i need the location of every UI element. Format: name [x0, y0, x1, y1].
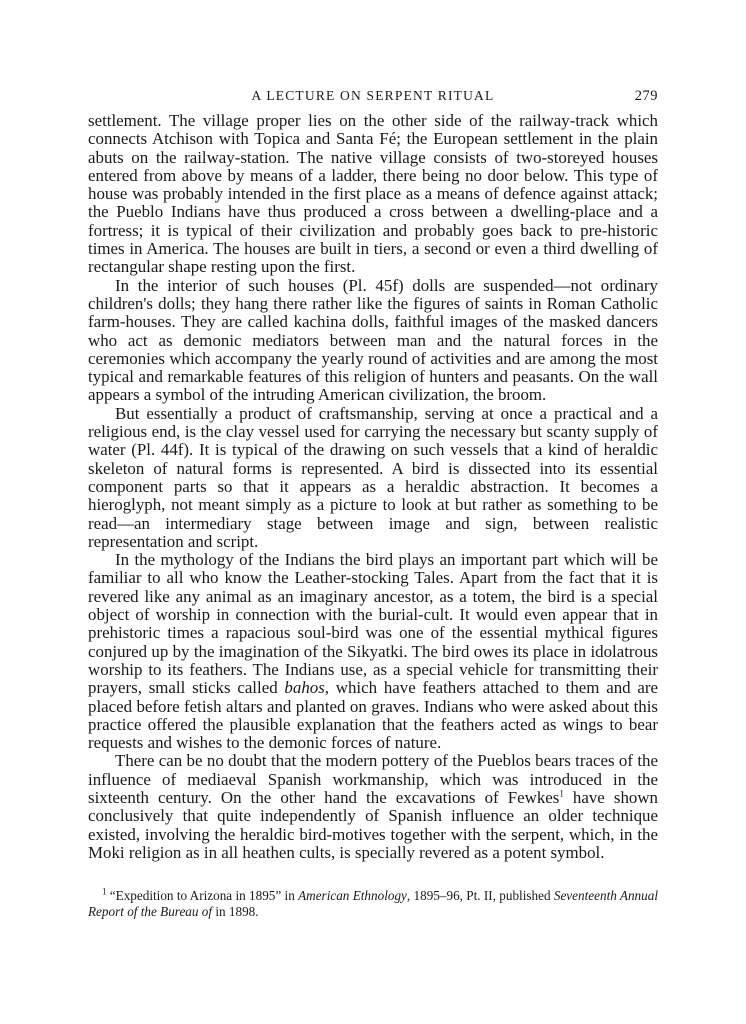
- footnote-marker: 1: [102, 886, 107, 897]
- footnote-text-c: in 1898.: [212, 903, 259, 919]
- footnote-text-a: “Expedition to Arizona in 1895” in: [106, 888, 299, 904]
- footnote: [88, 888, 658, 919]
- paragraph-2: In the interior of such houses (Pl. 45f) dolls are suspended—not ordinary children's dolls; they hang there rather like the figures of saints in Roman Catholic farm-houses. They are called kachina dolls, faithful images of the masked dancers who act as demonic mediators between man and the natural forces in the ceremonies which accompany the yearly round of activities and are among the most typical and remarkable features of this religion of hunters and peasants. On the wall appears a symbol of the intruding American civilization, the broom.: [88, 275, 658, 405]
- footnote-italic-report: Seventeenth Annual Report of the Bureau of: [88, 888, 658, 919]
- running-header: [88, 88, 658, 108]
- footnote-italic-journal: American Ethnology: [298, 888, 407, 904]
- paragraph-5-text-a: There can be no doubt that the modern pottery of the Pueblos bears traces of the influence of mediaeval Spanish workmanship, which was introduced in the sixteenth century. On the other hand the excavations of Fewkes: [88, 751, 658, 807]
- bahos-term: bahos: [284, 678, 325, 698]
- paragraph-5-text-b: have shown conclusively that quite independently of Spanish influence an older technique existed, involving the heraldic bird-motives together with the serpent, which, in the Moki religion as in all heathen cults, is specially revered as a potent symbol.: [88, 787, 658, 862]
- footnote-reference[interactable]: 1: [559, 788, 564, 799]
- paragraph-1: settlement. The village proper lies on the other side of the railway-track which connects Atchison with Topica and Santa Fé; the European settlement in the plain abuts on the railway-station. The native village consists of two-storeyed houses entered from above by means of a ladder, there being no door below. This type of house was probably intended in the first place as a means of defence against attack; the Pueblo Indians have thus produced a cross between a dwelling-place and a fortress; it is typical of their civilization and probably goes back to pre-historic times in America. The houses are built in tiers, a second or even a third dwelling of rectangular shape resting upon the first.: [88, 111, 658, 277]
- paragraph-3: But essentially a product of craftsmanship, serving at once a practical and a religious end, is the clay vessel used for carrying the necessary but scanty supply of water (Pl. 44f). It is typical of the drawing on such vessels that a kind of heraldic skeleton of natural forms is represented. A bird is dissected into its essential component parts so that it appears as a heraldic abstraction. It becomes a hieroglyph, not meant simply as a picture to look at but rather as something to be read—an intermediary stage between image and sign, between realistic representation and script.: [88, 403, 658, 551]
- paragraph-4: [88, 551, 658, 752]
- page-number: 279: [634, 88, 658, 104]
- body-text: [88, 112, 658, 862]
- book-page: [88, 88, 658, 919]
- footnote-text-b: , 1895–96, Pt. II, published: [406, 888, 554, 904]
- paragraph-4-text-b: , which have feathers attached to them and are placed before fetish altars and planted on graves. Indians who were asked about this practice offered the plausible explanation that the feathers acted as wings to bear requests and wishes to the demonic forces of nature.: [88, 678, 658, 753]
- paragraph-4-text-a: In the mythology of the Indians the bird plays an important part which will be familiar to all who know the Leather-stocking Tales. Apart from the fact that it is revered like any animal as an imaginary ancestor, as a totem, the bird is a special object of worship in connection with the burial-cult. It would even appear that in prehistoric times a rapacious soul-bird was one of the essential mythical figures conjured up by the imagination of the Sikyatki. The bird owes its place in idolatrous worship to its feathers. The Indians use, as a special vehicle for transmitting their prayers, small sticks called: [88, 550, 658, 698]
- paragraph-5: [88, 752, 658, 862]
- running-title: A LECTURE ON SERPENT RITUAL: [251, 88, 495, 103]
